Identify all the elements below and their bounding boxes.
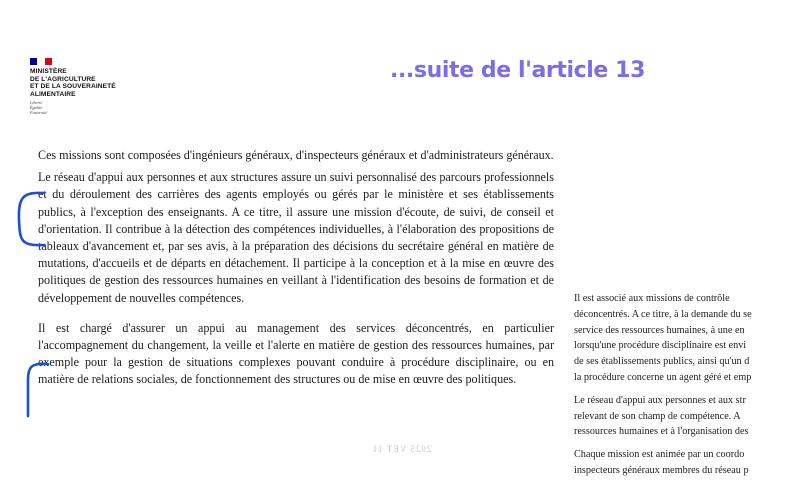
side-line: lorsqu'une procédure disciplinaire est envi <box>574 340 747 352</box>
motto-line: Fraternité <box>30 109 48 115</box>
side-line: ressources humaines et à l'organisation des <box>574 426 749 438</box>
annotation-bracket-2 <box>22 360 52 422</box>
side-line: déconcentrés. A ce titre, à la demande du se <box>574 308 752 320</box>
side-line: relevant de son champ de compétence. A <box>574 410 741 422</box>
flag-blue <box>30 58 37 65</box>
side-text-column <box>574 291 796 486</box>
flag-icon <box>30 58 52 65</box>
paragraph-management: Il est chargé d'assurer un appui au management des services déconcentrés, en particulier l'accompagnement du changement, la veille et l'alerte en matière de gestion des ressources humaines, par exemple pour la gestion de situations complexes pouvant conduire à procédure disciplinaire, ou en matière de relations sociales, de fonctionnement des structures ou de mise en œuvre des politiques. <box>38 320 554 387</box>
side-paragraph-3 <box>574 447 796 479</box>
flag-white <box>37 58 44 65</box>
motto-line: Liberté <box>30 100 43 106</box>
side-paragraph-2 <box>574 393 796 440</box>
motto <box>30 101 150 115</box>
annotation-bracket-1 <box>14 190 48 252</box>
page-headline: ...suite de l'article 13 <box>390 58 646 83</box>
side-line: service des ressources humaines, à une en <box>574 324 745 336</box>
flag-red <box>45 58 52 65</box>
logo-line: DE L'AGRICULTURE <box>30 75 96 83</box>
side-line: inspecteurs généraux membres du réseau p <box>574 464 749 476</box>
paragraph-network: Le réseau d'appui aux personnes et aux structures assure un suivi personnalisé des parcours professionnels et du déroulement des carrières des agents employés ou gérés par le ministère et ses établissements publics, à l'exception des enseignants. A ce titre, il assure une mission d'écoute, de suivi, de conseil et d'orientation. Il contribue à la détection des compétences individuelles, à l'élaboration des propositions de tableaux d'avancement et, par ses avis, à la préparation des décisions du secrétaire général en matière de mutations, d'accueils et de départs en détachement. Il participe à la conception et à la mise en œuvre des politiques de gestion des ressources humaines en veillant à l'identification des besoins de formation et de développement de nouvelles compétences. <box>38 170 554 305</box>
side-paragraph-1 <box>574 291 796 386</box>
ministry-logo <box>30 58 150 115</box>
paragraph-missions: Ces missions sont composées d'ingénieurs généraux, d'inspecteurs généraux et d'administrateurs généraux. <box>38 148 554 162</box>
logo-line: ET DE LA SOUVERAINETÉ <box>30 83 116 91</box>
motto-line: Égalité <box>30 104 43 110</box>
main-text-column <box>38 147 554 389</box>
side-line: Il est associé aux missions de contrôle <box>574 293 730 304</box>
side-line: la procédure concerne un agent géré et emp <box>574 371 752 383</box>
logo-line: ALIMENTAIRE <box>30 90 76 98</box>
side-line: de ses établissements publics, ainsi qu'un d <box>574 356 750 368</box>
side-line: Le réseau d'appui aux personnes et aux str <box>574 394 746 406</box>
faint-stamp: 2025 VET 11 <box>372 444 432 454</box>
logo-line: MINISTÈRE <box>30 68 67 75</box>
side-line: Chaque mission est animée par un coordo <box>574 449 745 461</box>
